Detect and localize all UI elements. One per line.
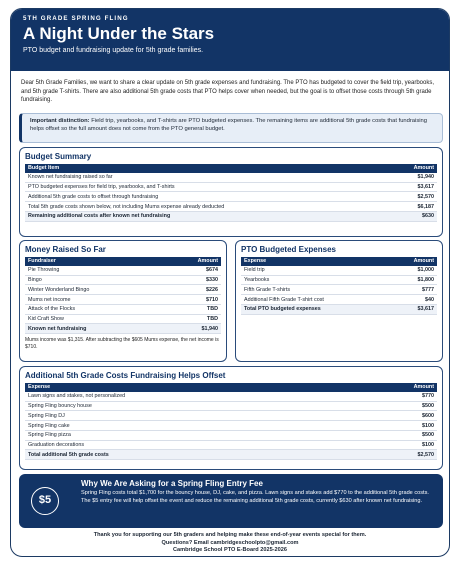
- row-amount: $3,617: [389, 182, 437, 192]
- additional-costs-table: [25, 383, 437, 460]
- total-amount: $1,940: [166, 324, 221, 334]
- footer: [11, 532, 449, 555]
- table-row: [25, 440, 437, 450]
- row-label: Kid Craft Show: [25, 314, 166, 324]
- total-amount: $630: [389, 211, 437, 221]
- total-amount: $2,570: [353, 450, 437, 460]
- row-label: Graduation decorations: [25, 440, 353, 450]
- pto-budgeted-card: [235, 240, 443, 362]
- table-row: [25, 430, 437, 440]
- row-amount: $226: [166, 285, 221, 295]
- footer-thanks: Thank you for supporting our 5th graders and helping make these end-of-year events special for them.: [93, 532, 367, 538]
- additional-costs-card: [19, 366, 443, 470]
- row-amount: $2,570: [389, 192, 437, 202]
- column-header: Amount: [353, 383, 437, 392]
- money-raised-table: [25, 257, 221, 334]
- footer-signature: Cambridge School PTO E-Board 2025-2026: [173, 547, 287, 554]
- row-amount: $1,000: [391, 266, 437, 275]
- table-row: [25, 202, 437, 212]
- callout-label: Important distinction:: [30, 118, 90, 124]
- table-row: [25, 182, 437, 192]
- important-callout: [19, 113, 443, 143]
- row-label: Field trip: [241, 266, 391, 275]
- row-label: Spring Fling pizza: [25, 430, 353, 440]
- table-row: [25, 392, 437, 401]
- row-amount: TBD: [166, 314, 221, 324]
- table-row: [25, 421, 437, 431]
- row-label: Spring Fling DJ: [25, 411, 353, 421]
- row-label: Mums net income: [25, 295, 166, 305]
- row-amount: $710: [166, 295, 221, 305]
- total-row: [25, 450, 437, 460]
- row-label: Known net fundraising raised so far: [25, 173, 389, 182]
- table-row: [241, 285, 437, 295]
- total-label: Total PTO budgeted expenses: [241, 304, 391, 314]
- row-amount: $674: [166, 266, 221, 275]
- table-row: [25, 314, 221, 324]
- row-amount: $1,800: [391, 275, 437, 285]
- table-row: [241, 295, 437, 305]
- total-label: Known net fundraising: [25, 324, 166, 334]
- row-amount: $770: [353, 392, 437, 401]
- column-header: Expense: [241, 257, 391, 266]
- entry-fee-badge: $5: [31, 487, 59, 515]
- row-amount: $100: [353, 421, 437, 431]
- row-amount: $1,940: [389, 173, 437, 182]
- row-amount: $777: [391, 285, 437, 295]
- row-label: Attack of the Flocks: [25, 304, 166, 314]
- row-amount: $6,187: [389, 202, 437, 212]
- table-row: [241, 266, 437, 275]
- row-label: Total 5th grade costs shown below, not including Mums expense already deducted: [25, 202, 389, 212]
- table-row: [25, 401, 437, 411]
- row-label: Additional Fifth Grade T-shirt cost: [241, 295, 391, 305]
- row-amount: $500: [353, 430, 437, 440]
- row-amount: $600: [353, 411, 437, 421]
- total-label: Total additional 5th grade costs: [25, 450, 353, 460]
- banner-text: Spring Fling costs total $1,700 for the bouncy house, DJ, cake, and pizza. Lawn signs and stakes add $770 to the additional 5th grade costs. The $5 entry fee will help offset the event and reduce the remaining additional 5th grade costs, currently $630 after known net fundraising.: [81, 490, 429, 504]
- budget-summary-title: Budget Summary: [25, 152, 92, 161]
- column-header: Budget Item: [25, 164, 389, 173]
- page-title: A Night Under the Stars: [23, 24, 215, 43]
- entry-fee-banner: [19, 474, 443, 528]
- total-row: [241, 304, 437, 314]
- total-amount: $3,617: [391, 304, 437, 314]
- row-label: Lawn signs and stakes, not personalized: [25, 392, 353, 401]
- total-row: [25, 324, 221, 334]
- table-row: [25, 275, 221, 285]
- row-label: PTO budgeted expenses for field trip, yearbooks, and T-shirts: [25, 182, 389, 192]
- row-label: Yearbooks: [241, 275, 391, 285]
- mums-note: Mums income was $1,315. After subtracting the $605 Mums expense, the net income is $710.: [25, 337, 219, 351]
- callout-text: Field trip, yearbooks, and T-shirts are PTO budgeted expenses. The remaining items are additional 5th grade costs that fundraising helps offset so the full amount does not come from the PTO general budget.: [30, 118, 427, 132]
- column-header: Fundraiser: [25, 257, 166, 266]
- column-header: Amount: [391, 257, 437, 266]
- row-label: Pie Throwing: [25, 266, 166, 275]
- row-label: Winter Wonderland Bingo: [25, 285, 166, 295]
- column-header: Amount: [389, 164, 437, 173]
- page-subtitle: PTO budget and fundraising update for 5th grade families.: [23, 47, 204, 54]
- pto-budgeted-table: [241, 257, 437, 315]
- budget-summary-card: [19, 147, 443, 237]
- total-label: Remaining additional costs after known net fundraising: [25, 211, 389, 221]
- table-row: [25, 295, 221, 305]
- table-row: [25, 411, 437, 421]
- row-amount: $330: [166, 275, 221, 285]
- intro-paragraph: Dear 5th Grade Families, we want to share a clear update on 5th grade expenses and fundraising. The PTO has budgeted to cover the field trip, yearbooks, and 5th grade T-shirts. There are also additional 5th grade costs that PTO helps cover when needed, but the goal is to offset those costs through 5th grade fundraising.: [21, 80, 435, 103]
- row-label: Spring Fling bouncy house: [25, 401, 353, 411]
- table-row: [25, 285, 221, 295]
- header-banner: [11, 9, 449, 71]
- column-header: Amount: [166, 257, 221, 266]
- row-label: Bingo: [25, 275, 166, 285]
- row-amount: TBD: [166, 304, 221, 314]
- row-amount: $100: [353, 440, 437, 450]
- total-row: [25, 211, 437, 221]
- eyebrow-label: 5TH GRADE SPRING FLING: [23, 15, 129, 22]
- banner-title: Why We Are Asking for a Spring Fling Entry Fee: [81, 479, 263, 488]
- row-label: Additional 5th grade costs to offset through fundraising: [25, 192, 389, 202]
- row-amount: $500: [353, 401, 437, 411]
- pto-budgeted-title: PTO Budgeted Expenses: [241, 245, 336, 254]
- table-row: [25, 304, 221, 314]
- flyer-page: [10, 8, 450, 557]
- table-row: [25, 266, 221, 275]
- table-row: [241, 275, 437, 285]
- column-header: Expense: [25, 383, 353, 392]
- row-label: Spring Fling cake: [25, 421, 353, 431]
- footer-contact: Questions? Email cambridgeschoolpto@gmail.com: [161, 539, 299, 546]
- row-amount: $40: [391, 295, 437, 305]
- additional-costs-title: Additional 5th Grade Costs Fundraising Helps Offset: [25, 371, 226, 380]
- money-raised-card: [19, 240, 227, 362]
- table-row: [25, 192, 437, 202]
- table-row: [25, 173, 437, 182]
- budget-summary-table: [25, 164, 437, 222]
- money-raised-title: Money Raised So Far: [25, 245, 106, 254]
- row-label: Fifth Grade T-shirts: [241, 285, 391, 295]
